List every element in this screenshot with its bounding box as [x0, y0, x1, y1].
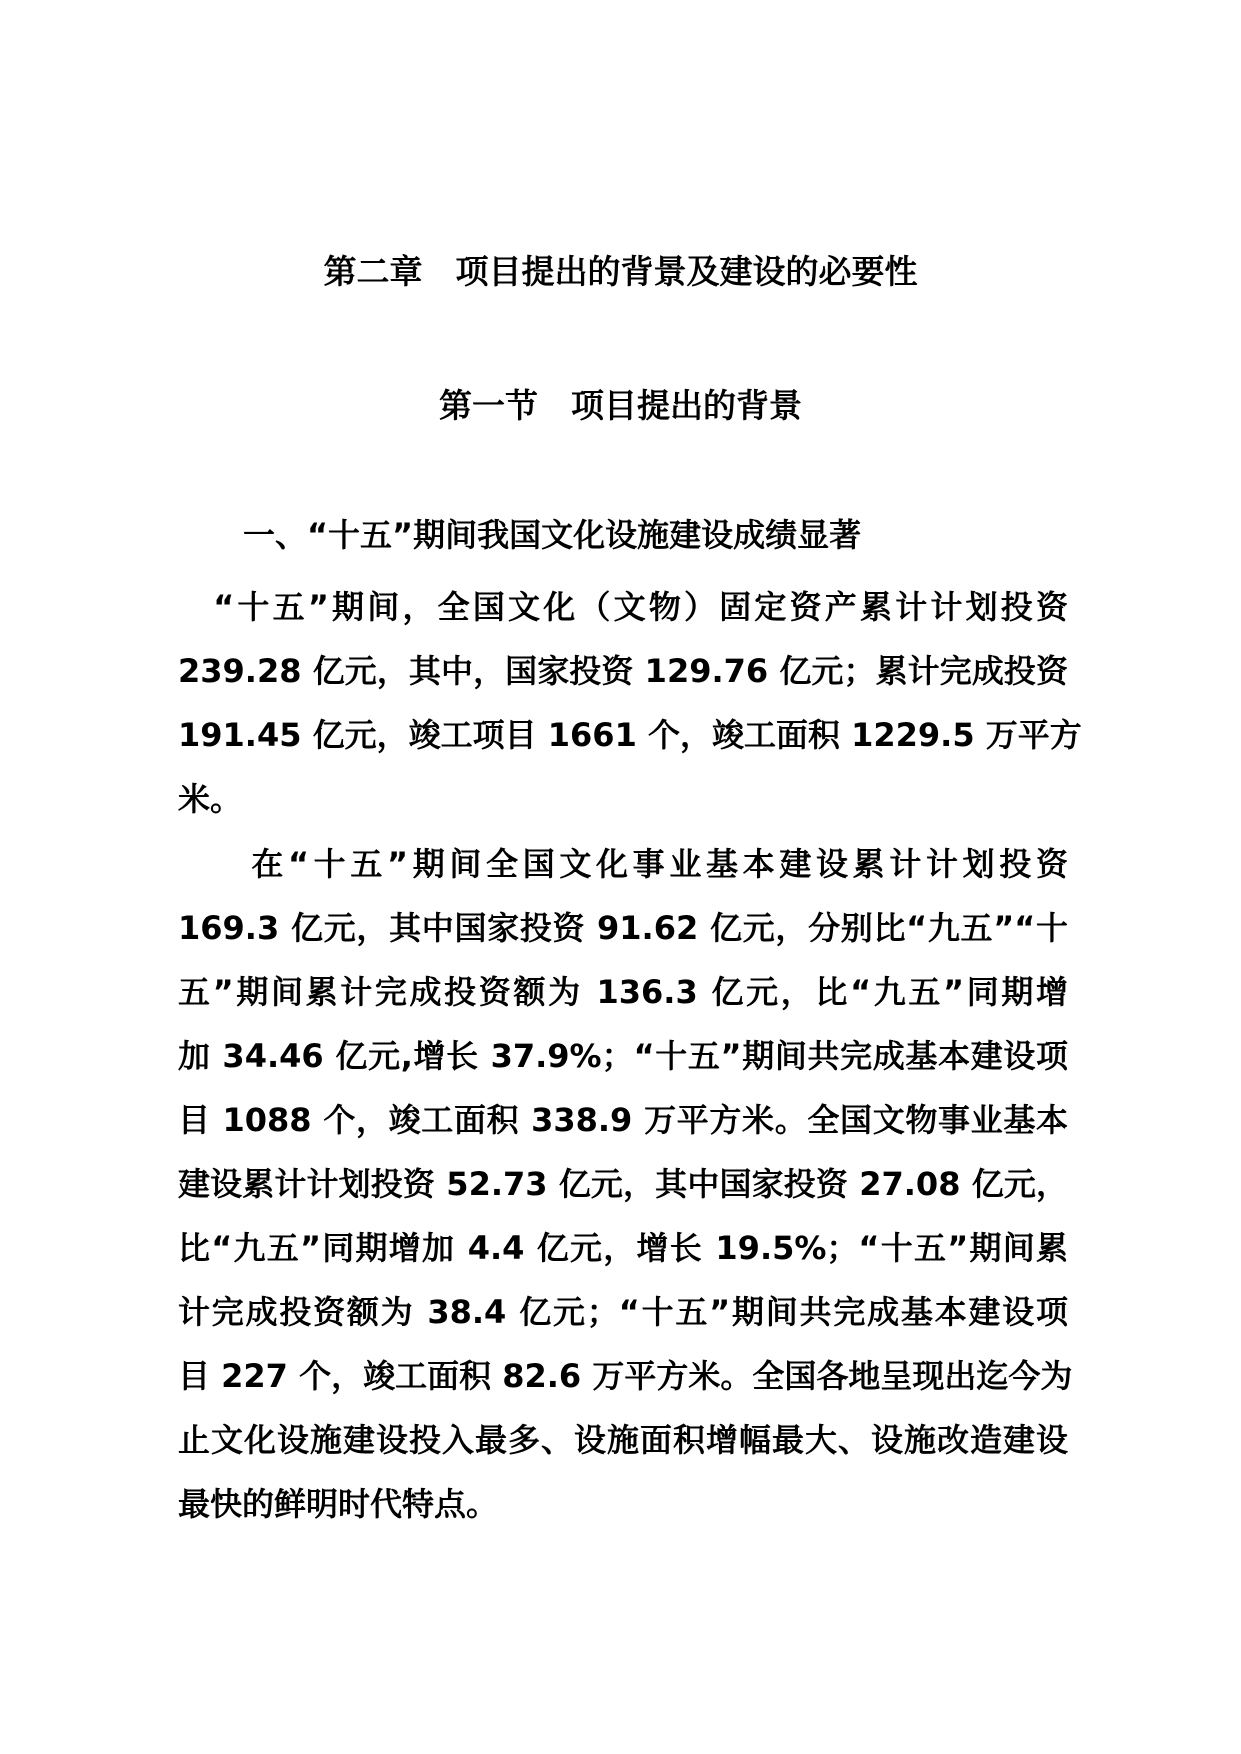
paragraph-line: 止文化设施建设投入最多、设施面积增幅最大、设施改造建设 — [178, 1421, 1068, 1459]
paragraph-2 — [178, 832, 1073, 1536]
paragraph-line: 在“十五”期间全国文化事业基本建设累计计划投资 — [178, 845, 1068, 883]
paragraph-line: 目 1088 个，竣工面积 338.9 万平方米。全国文物事业基本 — [178, 1101, 1068, 1139]
paragraph-line: 最快的鲜明时代特点。 — [178, 1485, 499, 1523]
chapter-title: 第二章 项目提出的背景及建设的必要性 — [323, 252, 918, 291]
subheading: 一、“十五”期间我国文化设施建设成绩显著 — [243, 516, 862, 554]
paragraph-line: 239.28 亿元，其中，国家投资 129.76 亿元；累计完成投资 — [178, 652, 1068, 690]
paragraph-line: 191.45 亿元，竣工项目 1661 个，竣工面积 1229.5 万平方 — [178, 716, 1082, 754]
paragraph-line: 加 34.46 亿元,增长 37.9%；“十五”期间共完成基本建设项 — [178, 1037, 1068, 1075]
paragraph-line: 计完成投资额为 38.4 亿元；“十五”期间共完成基本建设项 — [178, 1293, 1068, 1331]
paragraph-line: 比“九五”同期增加 4.4 亿元，增长 19.5%；“十五”期间累 — [178, 1229, 1068, 1267]
paragraph-line: 169.3 亿元，其中国家投资 91.62 亿元，分别比“九五”“十 — [178, 909, 1068, 947]
section-title: 第一节 项目提出的背景 — [439, 386, 802, 425]
paragraph-line: 目 227 个，竣工面积 82.6 万平方米。全国各地呈现出迄今为 — [178, 1357, 1073, 1395]
paragraph-line: 五”期间累计完成投资额为 136.3 亿元，比“九五”同期增 — [178, 973, 1068, 1011]
paragraph-line: 米。 — [178, 780, 243, 818]
paragraph-line: “十五”期间，全国文化（文物）固定资产累计计划投资 — [178, 588, 1068, 626]
paragraph-line: 建设累计计划投资 52.73 亿元，其中国家投资 27.08 亿元， — [178, 1165, 1068, 1203]
paragraph-1 — [178, 575, 1082, 831]
